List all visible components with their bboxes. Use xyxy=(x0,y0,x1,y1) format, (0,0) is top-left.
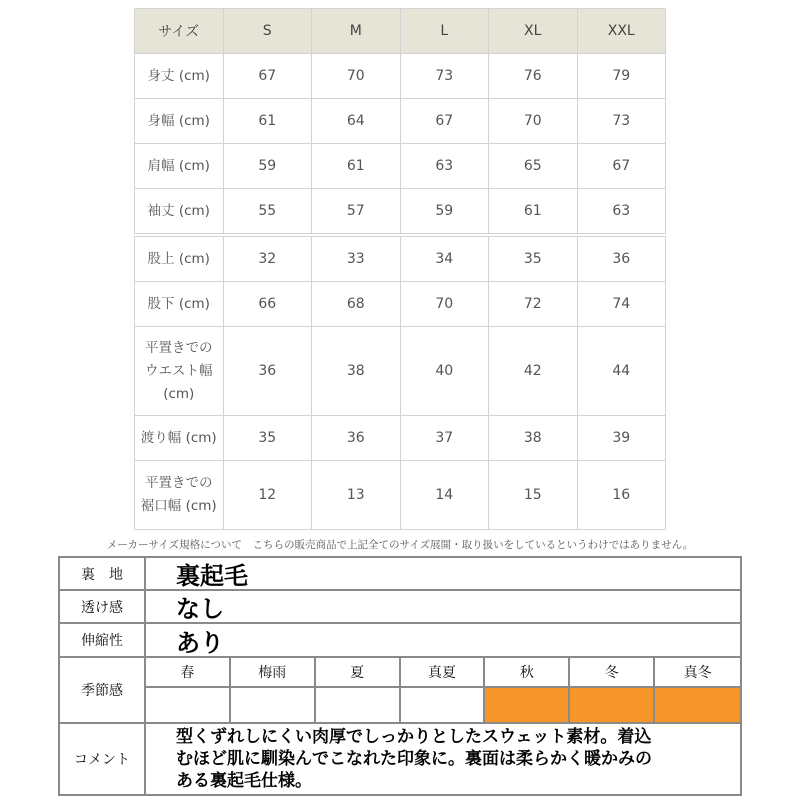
season-indicator xyxy=(146,688,231,722)
size-chart-table xyxy=(134,8,666,530)
feature-value: あり xyxy=(176,628,224,657)
size-header-s: S xyxy=(223,9,312,54)
feature-row-lining xyxy=(60,558,740,591)
feature-row-stretch xyxy=(60,624,740,658)
table-row xyxy=(135,416,666,461)
comment-line: むほど肌に馴染んでこなれた印象に。裏面は柔らかく暖かみの xyxy=(176,749,652,769)
table-row xyxy=(135,144,666,189)
table-row xyxy=(135,235,666,282)
season-indicator xyxy=(401,688,486,722)
table-cell: 66 xyxy=(223,282,312,327)
feature-label: 透け感 xyxy=(60,591,146,622)
table-cell: 36 xyxy=(312,416,401,461)
size-header-m: M xyxy=(312,9,401,54)
feature-label: 季節感 xyxy=(60,658,146,722)
table-cell: 57 xyxy=(312,189,401,236)
row-label xyxy=(135,461,224,530)
table-cell: 72 xyxy=(489,282,578,327)
table-cell: 67 xyxy=(223,54,312,99)
table-cell: 63 xyxy=(400,144,489,189)
table-cell: 64 xyxy=(312,99,401,144)
table-cell: 76 xyxy=(489,54,578,99)
table-cell: 44 xyxy=(577,327,666,416)
season-name: 梅雨 xyxy=(231,658,316,688)
row-label: 袖丈 (cm) xyxy=(135,189,224,236)
table-cell: 42 xyxy=(489,327,578,416)
table-cell: 73 xyxy=(577,99,666,144)
table-row xyxy=(135,99,666,144)
comment-line: 型くずれしにくい肉厚でしっかりとしたスウェット素材。着込 xyxy=(176,727,652,747)
table-cell: 39 xyxy=(577,416,666,461)
feature-value: なし xyxy=(176,595,224,623)
row-label-line: 裾口幅 (cm) xyxy=(140,498,217,514)
table-cell: 38 xyxy=(312,327,401,416)
feature-value: 裏起毛 xyxy=(176,562,248,590)
table-cell: 67 xyxy=(577,144,666,189)
table-cell: 12 xyxy=(223,461,312,530)
feature-label: コメント xyxy=(60,724,146,794)
season-indicator xyxy=(485,688,570,722)
row-label: 身幅 (cm) xyxy=(135,99,224,144)
size-header-row xyxy=(135,9,666,54)
table-cell: 32 xyxy=(223,235,312,282)
table-cell: 59 xyxy=(223,144,312,189)
table-cell: 36 xyxy=(577,235,666,282)
row-label-line: 平置きでの xyxy=(145,475,213,491)
row-label xyxy=(135,327,224,416)
table-cell: 59 xyxy=(400,189,489,236)
table-cell: 67 xyxy=(400,99,489,144)
table-row xyxy=(135,189,666,236)
feature-label: 伸縮性 xyxy=(60,624,146,656)
row-label: 股上 (cm) xyxy=(135,235,224,282)
table-cell: 35 xyxy=(489,235,578,282)
season-name: 冬 xyxy=(570,658,655,688)
season-indicator xyxy=(316,688,401,722)
table-cell: 79 xyxy=(577,54,666,99)
table-cell: 14 xyxy=(400,461,489,530)
feature-row-sheer xyxy=(60,591,740,624)
table-cell: 70 xyxy=(312,54,401,99)
table-cell: 34 xyxy=(400,235,489,282)
comment-line: ある裏起毛仕様。 xyxy=(176,771,312,791)
size-header-l: L xyxy=(400,9,489,54)
table-cell: 68 xyxy=(312,282,401,327)
table-cell: 35 xyxy=(223,416,312,461)
feature-row-season xyxy=(60,658,740,724)
table-cell: 61 xyxy=(223,99,312,144)
table-row xyxy=(135,54,666,99)
row-label: 肩幅 (cm) xyxy=(135,144,224,189)
feature-label: 裏 地 xyxy=(60,558,146,589)
table-cell: 38 xyxy=(489,416,578,461)
table-cell: 15 xyxy=(489,461,578,530)
season-grid xyxy=(146,658,740,722)
comment-text xyxy=(146,724,740,794)
row-label: 渡り幅 (cm) xyxy=(135,416,224,461)
size-header-xxl: XXL xyxy=(577,9,666,54)
features-table xyxy=(58,556,742,796)
table-cell: 61 xyxy=(489,189,578,236)
table-cell: 73 xyxy=(400,54,489,99)
size-header-label: サイズ xyxy=(135,9,224,54)
table-cell: 61 xyxy=(312,144,401,189)
table-cell: 65 xyxy=(489,144,578,189)
table-cell: 16 xyxy=(577,461,666,530)
table-cell: 70 xyxy=(400,282,489,327)
table-cell: 33 xyxy=(312,235,401,282)
row-label: 股下 (cm) xyxy=(135,282,224,327)
table-cell: 36 xyxy=(223,327,312,416)
table-cell: 40 xyxy=(400,327,489,416)
feature-row-comment xyxy=(60,724,740,794)
table-row xyxy=(135,282,666,327)
season-name: 真冬 xyxy=(655,658,740,688)
row-label-line: (cm) xyxy=(163,385,195,402)
table-row xyxy=(135,327,666,416)
season-indicator xyxy=(655,688,740,722)
season-name: 夏 xyxy=(316,658,401,688)
season-indicator xyxy=(570,688,655,722)
table-cell: 74 xyxy=(577,282,666,327)
size-header-xl: XL xyxy=(489,9,578,54)
row-label: 身丈 (cm) xyxy=(135,54,224,99)
table-cell: 70 xyxy=(489,99,578,144)
season-name: 秋 xyxy=(485,658,570,688)
table-cell: 13 xyxy=(312,461,401,530)
table-cell: 37 xyxy=(400,416,489,461)
table-cell: 63 xyxy=(577,189,666,236)
table-cell: 55 xyxy=(223,189,312,236)
row-label-line: ウエスト幅 xyxy=(145,362,213,379)
season-indicator xyxy=(231,688,316,722)
table-row xyxy=(135,461,666,530)
season-name: 真夏 xyxy=(401,658,486,688)
season-name: 春 xyxy=(146,658,231,688)
size-note: メーカーサイズ規格について こちらの販売商品で上記全てのサイズ展開・取り扱いをしているというわけではありません。 xyxy=(106,539,694,551)
row-label-line: 平置きでの xyxy=(145,339,213,356)
